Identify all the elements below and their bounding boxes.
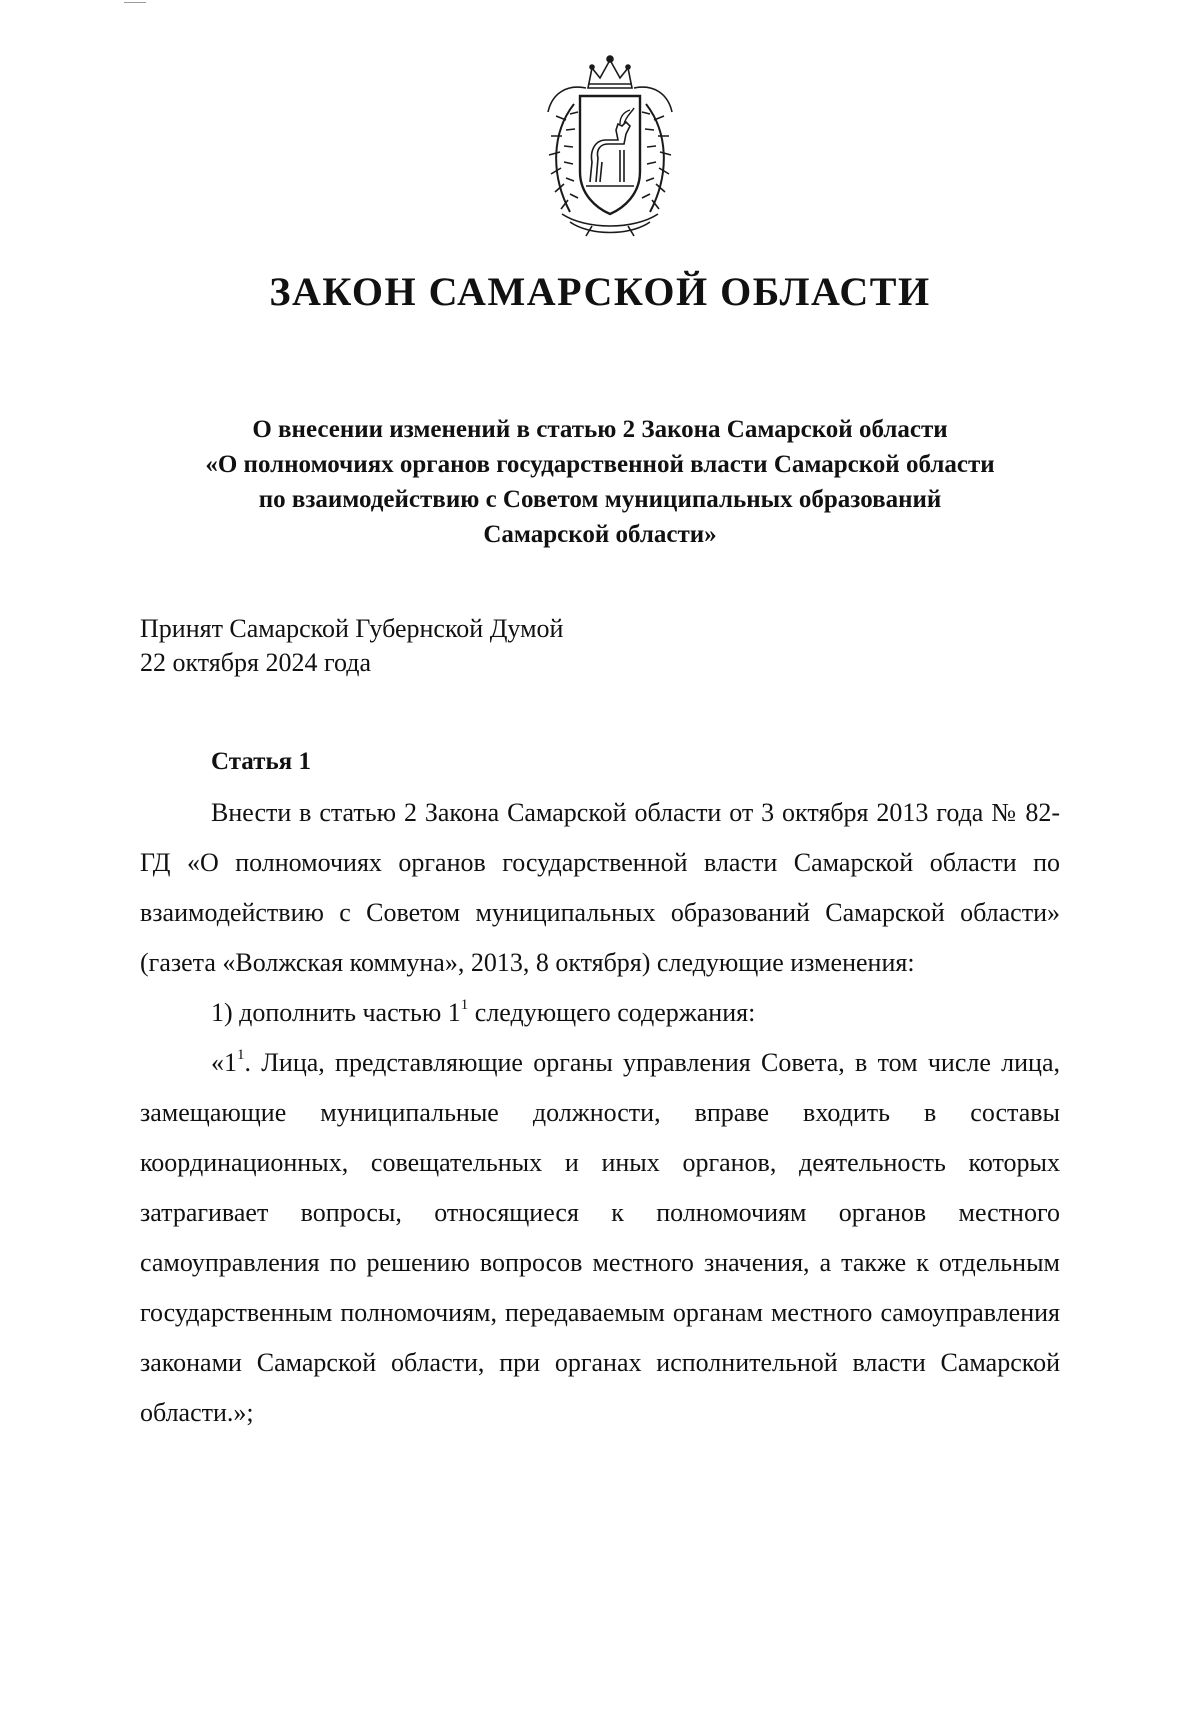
- item-suffix: следующего содержания:: [468, 998, 756, 1027]
- adoption-block: [140, 612, 563, 680]
- article-body: [140, 788, 1060, 1438]
- samara-coat-of-arms-icon: [526, 54, 694, 240]
- subtitle-line: по взаимодействию с Советом муниципальных образований: [258, 486, 942, 513]
- subtitle-line: «О полномочиях органов государственной власти Самарской области: [205, 451, 995, 478]
- quote-text: . Лица, представляющие органы управления Совета, в том числе лица, замещающие муниципальные должности, вправе входить в составы координационных, совещательных и иных органов, деятельность которых затрагивает вопросы, относящиеся к полномочиям органов местного самоуправления по решению вопросов местного значения, а также к отдельным государственным полномочиям, передаваемым органам местного самоуправления законами Самарской области, при органах исполнительной власти Самарской области.»;: [140, 1048, 1060, 1427]
- document-subtitle: [100, 412, 1100, 552]
- subtitle-line: О внесении изменений в статью 2 Закона Самарской области: [252, 416, 948, 443]
- article-paragraph: Внести в статью 2 Закона Самарской области от 3 октября 2013 года № 82-ГД «О полномочиях органов государственной власти Самарской области по взаимодействию с Советом муниципальных образований Самарской области» (газета «Волжская коммуна», 2013, 8 октября) следующие изменения:: [140, 798, 1060, 977]
- scan-artifact-line: [124, 2, 146, 3]
- quote-prefix: «1: [211, 1048, 237, 1077]
- article-heading: Статья 1: [211, 748, 311, 775]
- quote-superscript: 1: [237, 1047, 245, 1063]
- adoption-authority: Принят Самарской Губернской Думой: [140, 614, 564, 643]
- quoted-paragraph: [140, 1038, 1060, 1438]
- document-title: ЗАКОН САМАРСКОЙ ОБЛАСТИ: [269, 269, 931, 314]
- subtitle-line: Самарской области»: [483, 521, 717, 548]
- item-superscript: 1: [460, 997, 469, 1013]
- article-item: [140, 988, 1060, 1038]
- item-prefix: 1) дополнить частью 1: [211, 998, 461, 1027]
- adoption-date: 22 октября 2024 года: [140, 648, 371, 677]
